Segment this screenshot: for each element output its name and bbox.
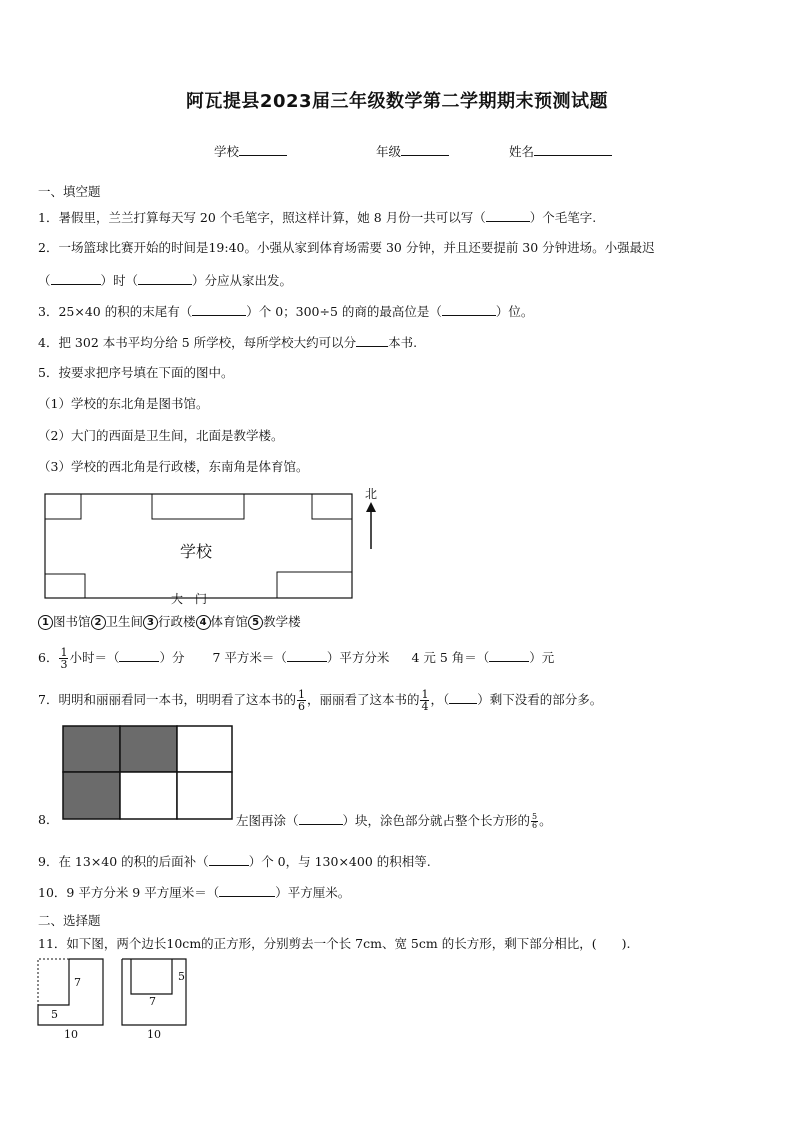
question-9 xyxy=(38,853,431,870)
q2-end: ）分应从家出发。 xyxy=(192,273,293,288)
school-map-diagram xyxy=(40,482,390,610)
map-school-label: 学校 xyxy=(180,542,213,561)
q6-frac-den: 3 xyxy=(60,658,68,671)
q8-frac-num: 5 xyxy=(532,812,538,821)
q10-text-b: ）平方厘米。 xyxy=(275,885,351,900)
grade-blank[interactable] xyxy=(401,143,449,156)
q3-blank-1[interactable] xyxy=(192,303,246,316)
map-box-north[interactable] xyxy=(152,494,244,519)
q3-blank-2[interactable] xyxy=(442,303,496,316)
q1-text: 1．暑假里，兰兰打算每天写 20 个毛笔字，照这样计算，她 8 月份一共可以写（ xyxy=(38,210,486,225)
school-field xyxy=(214,143,287,160)
north-arrow-icon xyxy=(366,502,376,512)
question-10 xyxy=(38,884,350,901)
q8-text-a: 左图再涂（ xyxy=(236,813,299,828)
question-2-line2 xyxy=(38,272,292,289)
q6-blank-3[interactable] xyxy=(489,649,529,662)
name-label: 姓名 xyxy=(509,144,535,159)
section-fill-blank-heading: 一、填空题 xyxy=(38,184,101,199)
q2-open: （ xyxy=(38,273,51,288)
q9-text-b: ）个 0，与 130×400 的积相等. xyxy=(248,854,431,869)
q7-fraction-1 xyxy=(297,689,306,712)
option-circle-3: 3 xyxy=(143,615,158,630)
q8-fraction xyxy=(531,813,538,830)
fig-b-label-5: 5 xyxy=(178,970,185,983)
grade-label: 年级 xyxy=(376,144,402,159)
q4-blank[interactable] xyxy=(356,334,388,347)
q8-blank[interactable] xyxy=(299,812,343,825)
option-label-5: 教学楼 xyxy=(263,614,301,629)
section-choice-heading: 二、选择题 xyxy=(38,913,101,928)
q3-text-a: 3．25×40 的积的末尾有（ xyxy=(38,304,193,319)
q2-mid: ）时（ xyxy=(100,273,139,288)
q10-blank[interactable] xyxy=(219,884,275,897)
q7-text-c: ，（ xyxy=(430,692,450,707)
name-blank[interactable] xyxy=(534,143,612,156)
question-3 xyxy=(38,303,533,320)
q7-blank[interactable] xyxy=(449,691,477,704)
q3-text-b: ）个 0；300÷5 的商的最高位是（ xyxy=(246,304,442,319)
question-6 xyxy=(38,642,554,674)
q3-text-c: ）位。 xyxy=(495,304,534,319)
option-circle-5: 5 xyxy=(248,615,263,630)
q8-text-b: ）块，涂色部分就占整个长方形的 xyxy=(342,813,531,828)
map-box-southeast[interactable] xyxy=(277,572,352,598)
grid-cell-shaded-3 xyxy=(63,772,120,819)
question-5-item-2: （2）大门的西面是卫生间，北面是教学楼。 xyxy=(38,428,284,443)
map-gate-label: 大 门 xyxy=(171,592,208,606)
fig-a-label-7: 7 xyxy=(74,976,81,989)
q8-frac-den: 6 xyxy=(532,821,538,830)
q6-text-d: ）平方分米 xyxy=(326,650,390,665)
name-field xyxy=(509,143,612,160)
fig-b-label-10: 10 xyxy=(147,1028,161,1041)
q6-blank-2[interactable] xyxy=(287,649,327,662)
q11-figures xyxy=(36,956,206,1042)
map-box-northwest[interactable] xyxy=(45,494,81,519)
option-label-2: 卫生间 xyxy=(105,614,144,629)
fig-a-cut-outline xyxy=(38,959,69,1005)
q6-frac-num: 1 xyxy=(60,646,68,659)
q9-text-a: 9．在 13×40 的积的后面补（ xyxy=(38,854,209,869)
q7-text-a: 7．明明和丽丽看同一本书，明明看了这本书的 xyxy=(38,692,296,707)
map-box-southwest[interactable] xyxy=(45,574,85,598)
q7-text-d: ）剩下没看的部分多。 xyxy=(477,692,603,707)
option-label-4: 体育馆 xyxy=(210,614,249,629)
q7-frac2-den: 4 xyxy=(421,700,429,713)
q6-text-e: 4 元 5 角＝（ xyxy=(411,650,490,665)
school-label: 学校 xyxy=(214,144,240,159)
option-circle-4: 4 xyxy=(196,615,211,630)
q6-num: 6． xyxy=(38,650,59,665)
q4-text-b: 本书. xyxy=(388,335,418,350)
q6-fraction xyxy=(59,647,68,670)
question-11: 11．如下图，两个边长10cm的正方形，分别剪去一个长 7cm、宽 5cm 的长方形，剩下部分相比，( ). xyxy=(38,936,631,951)
fig-b-cut-outline xyxy=(131,959,172,994)
question-5-item-3: （3）学校的西北角是行政楼，东南角是体育馆。 xyxy=(38,459,309,474)
q1-blank[interactable] xyxy=(486,209,530,222)
option-label-3: 行政楼 xyxy=(158,614,196,629)
question-1 xyxy=(38,209,596,226)
q4-text-a: 4．把 302 本书平均分给 5 所学校，每所学校大约可以分 xyxy=(38,335,357,350)
q2-minute-blank[interactable] xyxy=(138,272,192,285)
question-5-item-1: （1）学校的东北角是图书馆。 xyxy=(38,396,209,411)
q6-text-b: ）分 xyxy=(159,650,185,665)
fig-a-label-10: 10 xyxy=(64,1028,78,1041)
q7-frac1-num: 1 xyxy=(297,688,305,701)
q6-text-a: 小时＝（ xyxy=(69,650,120,665)
fig-b-label-7: 7 xyxy=(149,995,156,1008)
page-title: 阿瓦提县2023届三年级数学第二学期期末预测试题 xyxy=(185,91,609,112)
map-north-label: 北 xyxy=(365,487,378,501)
question-2-line1: 2．一场篮球比赛开始的时间是19:40。小强从家到体育场需要 30 分钟，并且还要提前 30 分钟进场。小强最迟 xyxy=(38,240,655,255)
option-circle-2: 2 xyxy=(91,615,106,630)
q1-end-text: ）个毛笔字. xyxy=(529,210,597,225)
grid-cell-shaded-1 xyxy=(63,726,120,772)
option-circle-1: 1 xyxy=(38,615,53,630)
q7-text-b: ，丽丽看了这本书的 xyxy=(306,692,420,707)
question-5: 5．按要求把序号填在下面的图中。 xyxy=(38,365,234,380)
q2-hour-blank[interactable] xyxy=(51,272,101,285)
q8-shaded-grid xyxy=(62,725,234,821)
q6-blank-1[interactable] xyxy=(119,649,159,662)
grid-cell-empty-3[interactable] xyxy=(177,772,232,819)
q6-text-f: ）元 xyxy=(529,650,555,665)
grid-cell-empty-2[interactable] xyxy=(120,772,177,819)
q6-text-c: 7 平方米＝（ xyxy=(212,650,287,665)
grid-cell-shaded-2 xyxy=(120,726,177,772)
grade-field xyxy=(376,143,449,160)
question-4 xyxy=(38,334,417,351)
fig-b-square xyxy=(122,959,186,1025)
question-7 xyxy=(38,684,602,716)
building-options xyxy=(38,614,301,630)
q7-fraction-2 xyxy=(420,689,429,712)
question-8 xyxy=(236,812,552,830)
q8-text-c: 。 xyxy=(539,813,552,828)
grid-cell-empty-1[interactable] xyxy=(177,726,232,772)
q7-frac2-num: 1 xyxy=(421,688,429,701)
school-blank[interactable] xyxy=(239,143,287,156)
q7-frac1-den: 6 xyxy=(297,700,305,713)
option-label-1: 图书馆 xyxy=(53,614,91,629)
q8-number: 8． xyxy=(38,812,59,827)
q10-text-a: 10．9 平方分米 9 平方厘米＝（ xyxy=(38,885,220,900)
q9-blank[interactable] xyxy=(209,853,249,866)
fig-a-remaining-shape xyxy=(38,959,103,1025)
map-box-northeast[interactable] xyxy=(312,494,352,519)
fig-a-label-5: 5 xyxy=(51,1008,58,1021)
